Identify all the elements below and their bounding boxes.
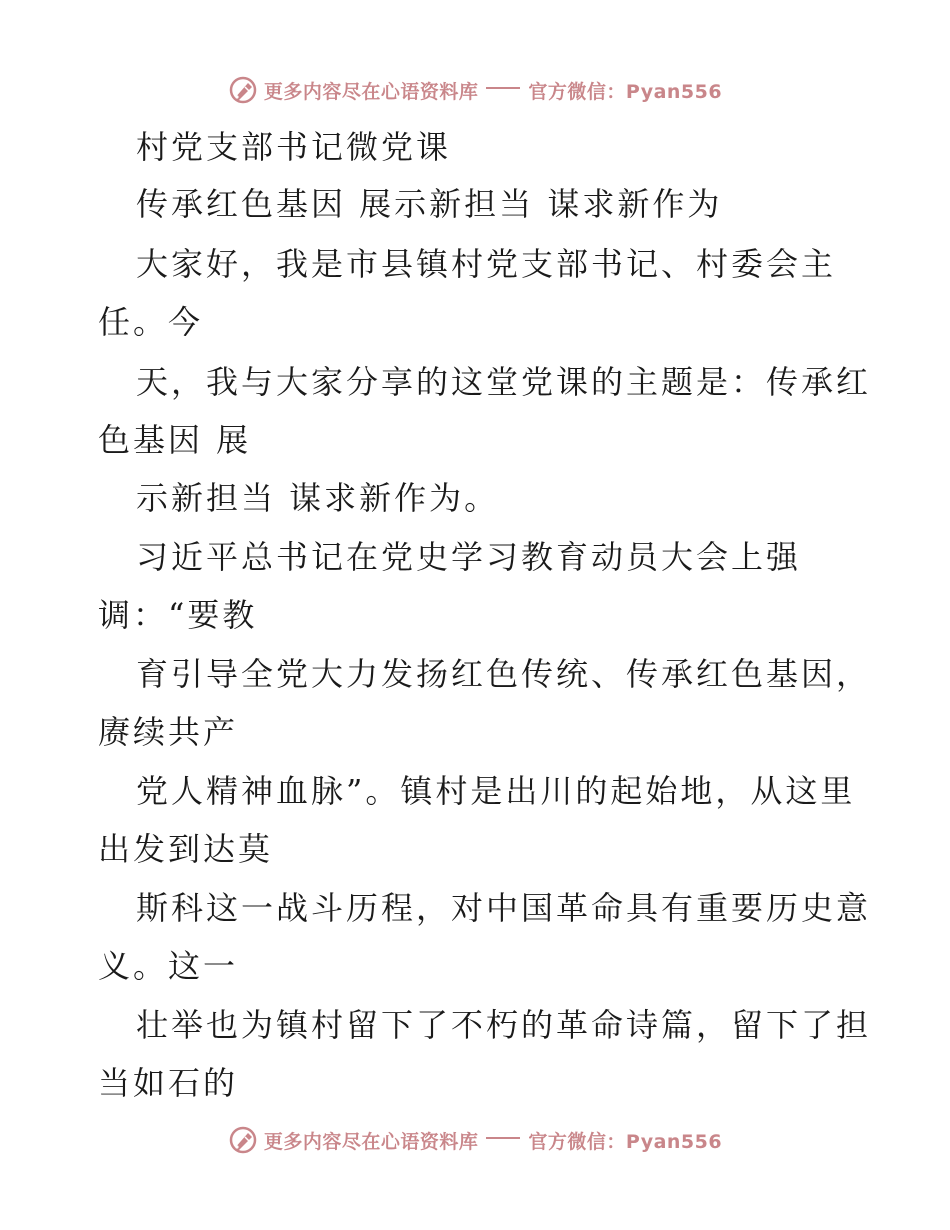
body-line: 调：“要教 <box>98 596 258 634</box>
body-line: 示新担当 谋求新作为。 <box>136 479 500 517</box>
pen-nib-logo-icon <box>228 1125 258 1155</box>
footer-banner <box>0 1120 950 1160</box>
body-line: 天，我与大家分享的这堂党课的主题是：传承红 <box>136 363 872 401</box>
body-line: 任。今 <box>98 303 204 341</box>
body-line: 斯科这一战斗历程，对中国革命具有重要历史意 <box>136 889 872 927</box>
body-line: 党人精神血脉”。镇村是出川的起始地，从这里 <box>136 772 856 810</box>
header-banner <box>0 70 950 110</box>
body-line: 当如石的 <box>98 1064 239 1102</box>
footer-dash <box>486 1137 520 1139</box>
document-title: 村党支部书记微党课 <box>136 128 452 166</box>
footer-banner-content <box>228 1125 722 1155</box>
body-line: 习近平总书记在党史学习教育动员大会上强 <box>136 538 802 576</box>
body-line: 壮举也为镇村留下了不朽的革命诗篇，留下了担 <box>136 1006 872 1044</box>
header-wechat-id: 官方微信：Pyan556 <box>528 80 723 103</box>
document-subtitle: 传承红色基因 展示新担当 谋求新作为 <box>136 185 723 223</box>
header-site-name: 更多内容尽在心语资料库 <box>263 80 479 103</box>
header-dash <box>486 87 520 89</box>
body-line: 赓续共产 <box>98 713 239 751</box>
body-line: 大家好，我是市县镇村党支部书记、村委会主 <box>136 245 837 283</box>
pen-nib-logo-icon <box>228 75 258 105</box>
body-line: 色基因 展 <box>98 421 252 459</box>
footer-wechat-id: 官方微信：Pyan556 <box>528 1130 723 1153</box>
body-line: 义。这一 <box>98 947 239 985</box>
body-line: 出发到达莫 <box>98 830 274 868</box>
body-line: 育引导全党大力发扬红色传统、传承红色基因， <box>136 655 872 693</box>
header-banner-content <box>228 75 722 105</box>
footer-site-name: 更多内容尽在心语资料库 <box>263 1130 479 1153</box>
